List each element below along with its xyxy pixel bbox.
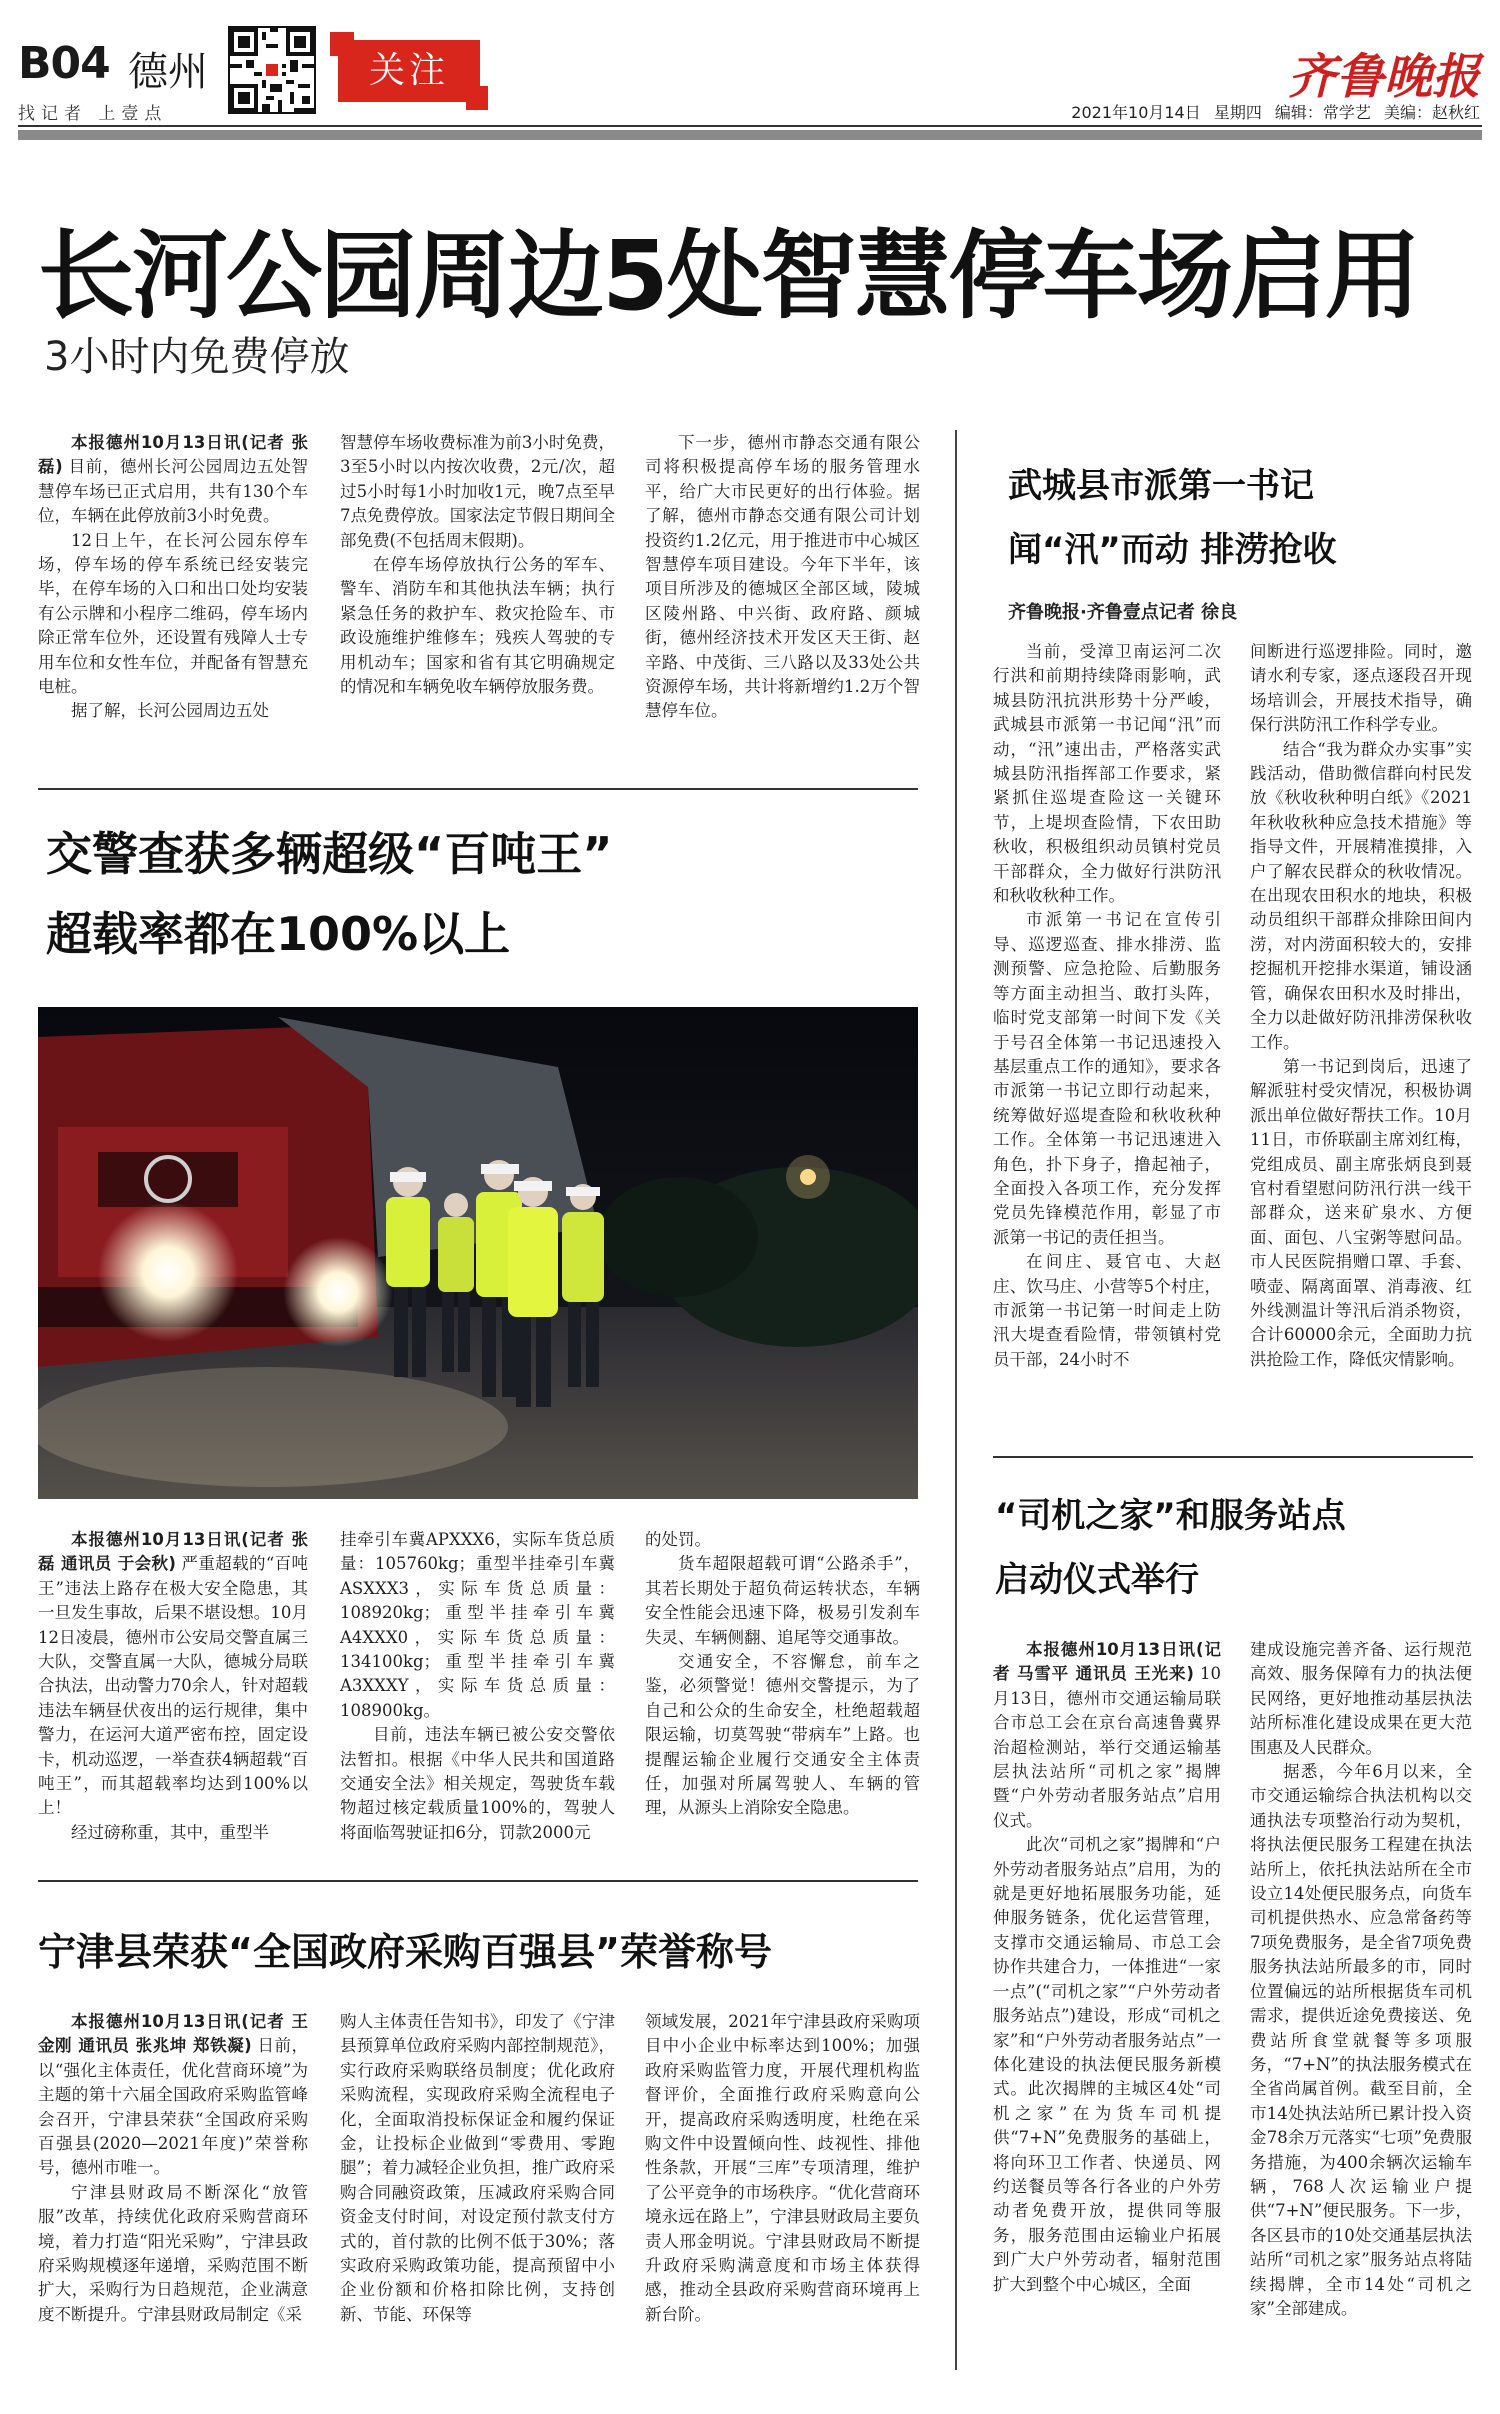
section-divider: [38, 788, 918, 790]
article4-title-line2: 闻“汛”而动 排涝抢收: [1008, 530, 1337, 570]
section-divider: [38, 1880, 918, 1882]
section-badge: 关注: [338, 40, 480, 102]
article2-paragraph: 的处罚。: [645, 1530, 711, 1549]
article3-paragraph: 宁津县财政局不断深化“放管服”改革，持续优化政府采购营商环境，着力打造“阳光采购”，宁津县政府采购规模逐年递增，采购范围不断扩大，采购行为日趋规范，企业满意度不断提升。宁津县财政局制定《采: [38, 2182, 308, 2324]
article4-col2: [1250, 640, 1472, 1372]
article1-paragraph: 12日上午，在长河公园东停车场，停车场的停车系统已经安装完毕，在停车场的入口和出口处均安装有公示牌和小程序二维码，停车场内除正常车位外，还设置有残障人士专用车位和女性车位，并配备有智慧充电桩。: [38, 530, 308, 697]
article3-text: 日前，以“强化主体责任，优化营商环境”为主题的第十六届全国政府采购监管峰会召开，宁津县荣获“全国政府采购百强县(2020—2021年度)”荣誉称号，德州市唯一。: [38, 2036, 309, 2178]
article5-paragraph: 建成设施完善齐备、运行规范高效、服务保障有力的执法便民网络，更好地推动基层执法站所标准化建设成果在更大范围惠及人民群众。: [1250, 1640, 1472, 1757]
section-divider: [993, 1456, 1473, 1458]
header-rule: [18, 125, 1482, 127]
article5-paragraph: 此次“司机之家”揭牌和“户外劳动者服务站点”启用，为的就是更好地拓展服务功能，延伸服务链条，优化运营管理，支撑市交通运输局、市总工会协作共建合力，一体推进“一家一点”(“司机之家”“户外劳动者服务站点”)建设，形成“司机之家”和“户外劳动者服务站点”一体化建设的执法便民服务新模式。此次揭牌的主城区4处“司机之家”在为货车司机提供“7+N”免费服务的基础上，将向环卫工作者、快递员、网约送餐员等各行各业的户外劳动者免费开放，提供同等服务，服务范围由运输业户拓展到广大户外劳动者，辐射范围扩大到整个中心城区，全面: [993, 1835, 1221, 2294]
article1-col2: [340, 431, 615, 699]
newspaper-logo: 齐鲁晚报: [1287, 49, 1480, 105]
badge-corner: [330, 32, 338, 56]
article3-col2: [340, 2010, 615, 2327]
article3-paragraph: 购人主体责任告知书》，印发了《宁津县预算单位政府采购内部控制规范》，实行政府采购联络员制度；优化政府采购流程，实现政府采购全流程电子化，全面取消投标保证金和履约保证金，让投标企业做到“零费用、零跑腿”；着力减轻企业负担，推广政府采购合同融资政策，压减政府采购合同资金支付时间，对设定预付款支付方式的，首付款的比例不低于30%；落实政府采购政策功能，提高预留中小企业份额和价格扣除比例，支持创新、节能、环保等: [340, 2012, 615, 2324]
article4-paragraph: 在间庄、聂官屯、大赵庄、饮马庄、小营等5个村庄，市派第一书记第一时间走上防汛大堤查看险情，带领镇村党员干部，24小时不: [993, 1252, 1221, 1369]
article3-col3: [645, 2010, 920, 2327]
article5-byline: 本报德州10月13日讯(记者 马雪平 通讯员 王光来): [993, 1640, 1221, 1684]
qr-code-icon[interactable]: [228, 26, 316, 114]
column-divider: [955, 430, 957, 2370]
article3-col1: [38, 2010, 308, 2327]
badge-corner: [480, 86, 488, 110]
article4-byline: 齐鲁晚报·齐鲁壹点记者 徐良: [1008, 602, 1238, 623]
article2-paragraph: 货车超限超载可谓“公路杀手”，其若长期处于超负荷运转状态，车辆安全性能会迅速下降，极易引发刹车失灵、车辆侧翻、追尾等交通事故。: [645, 1554, 920, 1647]
article2-text: 严重超载的“百吨王”违法上路存在极大安全隐患，其一旦发生事故，后果不堪设想。10月12日凌晨，德州市公安局交警直属三大队，交警直属一大队，德城分局联合执法，出动警力70余人，针对超载违法车辆昼伏夜出的运行规律，集中警力，在运河大道严密布控，固定设卡，机动巡逻，一举查获4辆超载“百吨王”，而其超载率均达到100%以上！: [38, 1554, 309, 1818]
article2-col1: [38, 1528, 308, 1845]
article1-subtitle: 3小时内免费停放: [44, 334, 350, 380]
article4-paragraph: 市派第一书记在宣传引导、巡逻巡查、排水排涝、监测预警、应急抢险、后勤服务等方面主动担当、敢打头阵，临时党支部第一时间下发《关于号召全体第一书记迅速投入基层重点工作的通知》，要求各市派第一书记立即行动起来，统筹做好巡堤查险和秋收秋种工作。全体第一书记迅速进入角色，扑下身子，撸起袖子，全面投入各项工作，充分发挥党员先锋模范作用，彰显了市派第一书记的责任担当。: [993, 910, 1221, 1247]
article2-col3: [645, 1528, 920, 1821]
article2-paragraph: 目前，违法车辆已被公安交警依法暂扣。根据《中华人民共和国道路交通安全法》相关规定，驾驶货车载物超过核定载质量100%的，驾驶人将面临驾驶证扣6分，罚款2000元: [340, 1725, 615, 1842]
article1-paragraph: 智慧停车场收费标准为前3小时免费，3至5小时以内按次收费，2元/次，超过5小时每1小时加收1元，晚7点至早7点免费停放。国家法定节假日期间全部免费(不包括周末假期)。: [340, 433, 615, 550]
page-slogan: 找记者 上壹点: [18, 104, 168, 124]
article4-paragraph: 间断进行巡逻排险。同时，邀请水利专家，逐点逐段召开现场培训会，开展技术指导，确保行洪防汛工作科学专业。: [1250, 642, 1472, 735]
article1-paragraph: 下一步，德州市静态交通有限公司将积极提高停车场的服务管理水平，给广大市民更好的出行体验。据了解，德州市静态交通有限公司计划投资约1.2亿元，用于推进市中心城区智慧停车项目建设。今年下半年，该项目所涉及的德城区全部区域，陵城区陵州路、中兴街、政府路、颜城街，德州经济技术开发区天王街、赵辛路、中茂街、三八路以及33处公共资源停车场，共计将新增约1.2万个智慧停车位。: [645, 433, 920, 721]
article4-paragraph: 第一书记到岗后，迅速了解派驻村受灾情况，积极协调派出单位做好帮扶工作。10月11日，市侨联副主席刘红梅，党组成员、副主席张炳良到聂官村看望慰问防汛行洪一线干部群众，送来矿泉水、方便面、面包、八宝粥等慰问品。市人民医院捐赠口罩、手套、喷壶、隔离面罩、消毒液、红外线测温计等汛后消杀物资，合计60000余元，全面助力抗洪抢险工作，降低灾情影响。: [1250, 1056, 1472, 1369]
article1-paragraph: 在停车场停放执行公务的军车、警车、消防车和其他执法车辆；执行紧急任务的救护车、救灾抢险车、市政设施维护维修车；残疾人驾驶的专用机动车；国家和省有其它明确规定的情况和车辆免收车辆停放服务费。: [340, 555, 615, 697]
article2-col2: [340, 1528, 615, 1845]
news-photo: [38, 1007, 918, 1499]
article4-title-line1: 武城县市派第一书记: [1008, 466, 1314, 506]
article2-title-line2: 超载率都在100%以上: [46, 907, 511, 961]
page-code: B04: [18, 38, 110, 89]
article5-title-line1: “司机之家”和服务站点: [995, 1496, 1346, 1536]
article5-title-line2: 启动仪式举行: [995, 1560, 1199, 1600]
article5-col1: [993, 1638, 1221, 2297]
article5-paragraph: 据悉，今年6月以来，全市交通运输综合执法机构以交通执法专项整治行动为契机，将执法便民服务工程建在执法站所上，依托执法站所在全市设立14处便民服务点，向货车司机提供热水、应急常备药等7项免费服务，是全省7项免费服务执法站所最多的市，同时位置偏远的站所根据货车司机需求，提供近途免费接送、免费站所食堂就餐等多项服务，“7+N”的执法服务模式在全省尚属首例。截至目前，全市14处执法站所已累计投入资金78余万元落实“七项”免费服务措施，为400余辆次运输车辆，768人次运输业户提供“7+N”便民服务。下一步，各区县市的10处交通基层执法站所“司机之家”服务站点将陆续揭牌，全市14处“司机之家”全部建成。: [1250, 1762, 1472, 2318]
article2-paragraph: 交通安全，不容懈怠，前车之鉴，必须警觉！德州交警提示，为了自己和公众的生命安全，杜绝超载超限运输，切莫驾驶“带病车”上路。也提醒运输企业履行交通安全主体责任，加强对所属驾驶人、车辆的管理，从源头上消除安全隐患。: [645, 1652, 920, 1818]
article1-title: 长河公园周边5处智慧停车场启用: [38, 220, 1419, 332]
article4-paragraph: 结合“我为群众办实事”实践活动，借助微信群向村民发放《秋收秋种明白纸》《2021年秋收秋种应急技术措施》等指导文件，开展精准摸排，入户了解农民群众的秋收情况。在出现农田积水的地块，积极动员组织干部群众排除田间内涝，对内涝面积较大的，安排挖掘机开挖排水渠道，铺设涵管，确保农田积水及时排出，全力以赴做好防汛排涝保秋收工作。: [1250, 739, 1472, 1052]
page-city: 德州: [128, 49, 208, 95]
header-band: [18, 130, 1482, 140]
article1-text: 目前，德州长河公园周边五处智慧停车场已正式启用，共有130个车位，车辆在此停放前3小时免费。: [38, 457, 309, 526]
article5-text: 10月13日，德州市交通运输局联合市总工会在京台高速鲁冀界治超检测站，举行交通运输基层执法站所“司机之家”揭牌暨“户外劳动者服务站点”启用仪式。: [993, 1664, 1221, 1830]
article4-col1: [993, 640, 1221, 1372]
article1-byline: 本报德州10月13日讯(记者 张磊): [38, 433, 308, 477]
article3-title: 宁津县荣获“全国政府采购百强县”荣誉称号: [38, 1930, 772, 1974]
article2-paragraph: 挂牵引车冀APXXX6，实际车货总质量：105760kg；重型半挂牵引车冀ASXXX3，实际车货总质量：108920kg；重型半挂牵引车冀A4XXX0，实际车货总质量：134100kg；重型半挂牵引车冀A3XXXY，实际车货总质量：108900kg。: [340, 1530, 615, 1720]
article5-col2: [1250, 1638, 1472, 2321]
article2-paragraph: 经过磅称重，其中，重型半: [71, 1822, 269, 1842]
article1-col1: [38, 431, 308, 724]
article3-byline: 本报德州10月13日讯(记者 王金刚 通讯员 张兆坤 郑铁凝): [38, 2012, 308, 2056]
issue-meta: 2021年10月14日 星期四 编辑：常学艺 美编：赵秋红: [1071, 103, 1480, 122]
article1-col3: [645, 431, 920, 724]
article3-paragraph: 领域发展，2021年宁津县政府采购项目中小企业中标率达到100%；加强政府采购监管力度，开展代理机构监督评价，全面推行政府采购意向公开，提高政府采购透明度，杜绝在采购文件中设置倾向性、歧视性、排他性条款，开展“三库”专项清理，维护了公平竞争的市场秩序。“优化营商环境永远在路上”，宁津县财政局主要负责人邢金明说。宁津县财政局不断提升政府采购满意度和市场主体获得感，推动全县政府采购营商环境再上新台阶。: [645, 2012, 920, 2324]
article4-paragraph: 当前，受漳卫南运河二次行洪和前期持续降雨影响，武城县防汛抗洪形势十分严峻，武城县市派第一书记闻“汛”而动，“汛”速出击，严格落实武城县防汛指挥部工作要求，紧紧抓住巡堤查险这一关键环节，上堤坝查险情，下农田助秋收，积极组织动员镇村党员干部群众，全力做好行洪防汛和秋收秋种工作。: [993, 642, 1221, 906]
article1-paragraph: 据了解，长河公园周边五处: [71, 701, 269, 721]
article2-byline: 本报德州10月13日讯(记者 张磊 通讯员 于会秋): [38, 1530, 308, 1574]
article2-title-line1: 交警查获多辆超级“百吨王”: [46, 827, 613, 881]
